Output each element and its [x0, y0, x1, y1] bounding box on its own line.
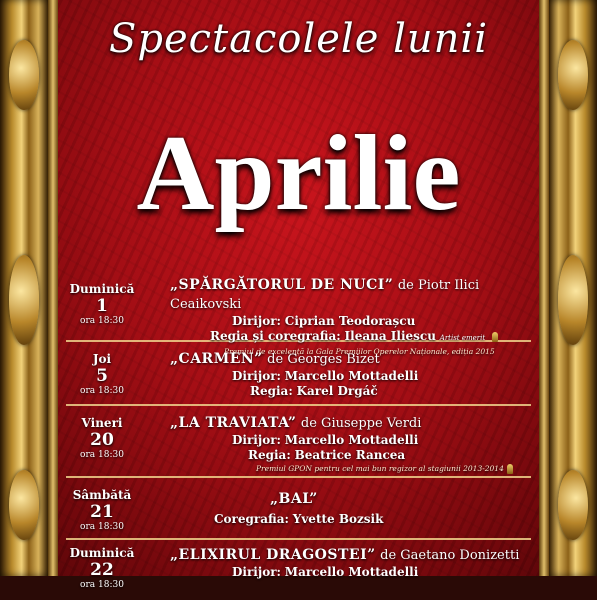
event-composer: de Piotr Ilici Ceaikovski — [170, 278, 480, 312]
credit-role: Dirijor: — [232, 369, 281, 383]
frame-ornament-icon — [9, 255, 39, 345]
credit-role: Regia: — [250, 384, 293, 398]
event-date — [66, 342, 138, 404]
event-title: „CARMEN” — [170, 351, 263, 367]
event-info — [138, 342, 531, 404]
event-info — [138, 272, 531, 356]
credit-extra: Artist emerit — [439, 334, 486, 342]
event-title: „LA TRAVIATA” — [170, 415, 297, 431]
event-work — [170, 406, 531, 433]
event-day: 1 — [96, 296, 108, 316]
event-weekday: Sâmbătă — [72, 488, 132, 502]
credit-name: Beatrice Rancea — [294, 448, 406, 462]
event-row — [66, 478, 531, 540]
event-day: 21 — [90, 502, 114, 522]
frame-ornament-icon — [558, 470, 588, 540]
credit-name: Yvette Bozsik — [292, 512, 384, 526]
event-composer: de Giuseppe Verdi — [300, 416, 422, 431]
event-time: ora 18:30 — [80, 580, 124, 590]
frame-inner-edge-left — [48, 0, 58, 576]
credit-role: Dirijor: — [232, 314, 281, 328]
event-work — [170, 342, 531, 369]
event-row — [66, 540, 531, 600]
credit-name: Marcello Mottadelli — [284, 369, 419, 383]
event-weekday: Duminică — [69, 546, 135, 560]
event-row — [66, 272, 531, 356]
event-weekday: Vineri — [81, 416, 123, 430]
event-time: ora 18:30 — [80, 522, 124, 532]
credit-name: Ciprian Teodorașcu — [284, 314, 416, 328]
credit-role: Regia și coregrafia: — [210, 329, 341, 343]
event-row — [66, 406, 531, 478]
event-date — [66, 540, 138, 600]
poster-subtitle: Spectacolele lunii — [108, 16, 489, 62]
event-date — [66, 272, 138, 340]
event-title: „BAL” — [270, 491, 318, 507]
credit-name: Ileana Iliescu — [344, 329, 436, 343]
credit-name: Karel Drgáč — [296, 384, 378, 398]
event-credit — [170, 448, 531, 463]
event-day: 20 — [90, 430, 114, 450]
event-row — [66, 342, 531, 406]
event-weekday: Joi — [92, 352, 112, 366]
event-credit — [170, 565, 531, 580]
poster-title: Aprilie — [136, 114, 461, 233]
event-note-text: Premiul GPON pentru cel mai bun regizor al stagiunii 2013-2014 — [256, 464, 504, 473]
event-credit — [170, 433, 531, 448]
gold-frame-right — [549, 0, 597, 576]
frame-ornament-icon — [9, 470, 39, 540]
credit-role: Dirijor: — [232, 433, 281, 447]
event-work — [170, 478, 531, 508]
event-title: „ELIXIRUL DRAGOSTEI” — [170, 547, 376, 563]
event-work — [170, 540, 531, 565]
event-credit — [170, 384, 531, 399]
gold-frame-left — [0, 0, 48, 576]
event-time: ora 18:30 — [80, 386, 124, 396]
event-credit — [170, 369, 531, 384]
event-time: ora 18:30 — [80, 450, 124, 460]
event-composer: de Georges Bizet — [267, 352, 380, 367]
event-info — [138, 406, 531, 476]
event-work — [170, 272, 531, 314]
event-weekday: Duminică — [69, 282, 135, 296]
credit-name: Marcello Mottadelli — [284, 433, 419, 447]
credit-name: Marcello Mottadelli — [284, 565, 419, 579]
credit-role: Coregrafia: — [214, 512, 289, 526]
event-note — [170, 463, 531, 474]
event-list — [66, 272, 531, 600]
event-note: Premiul de excelență la Gala Premiilor Operelor Naționale, ediția 2015 — [224, 347, 495, 356]
award-trophy-icon — [492, 332, 498, 342]
credit-role: Regia: — [248, 448, 291, 462]
event-credit — [170, 508, 531, 527]
credit-role: Dirijor: — [232, 565, 281, 579]
event-day: 5 — [96, 366, 108, 386]
event-composer: de Gaetano Donizetti — [380, 548, 520, 563]
event-time: ora 18:30 — [80, 316, 124, 326]
event-info — [138, 540, 531, 600]
event-credit — [170, 314, 531, 329]
event-date — [66, 478, 138, 538]
event-date — [66, 406, 138, 476]
event-info — [138, 478, 531, 538]
award-trophy-icon — [507, 464, 513, 474]
event-title: „SPĂRGĂTORUL DE NUCI” — [170, 277, 394, 293]
event-day: 22 — [90, 560, 114, 580]
frame-ornament-icon — [558, 255, 588, 345]
frame-inner-edge-right — [539, 0, 549, 576]
